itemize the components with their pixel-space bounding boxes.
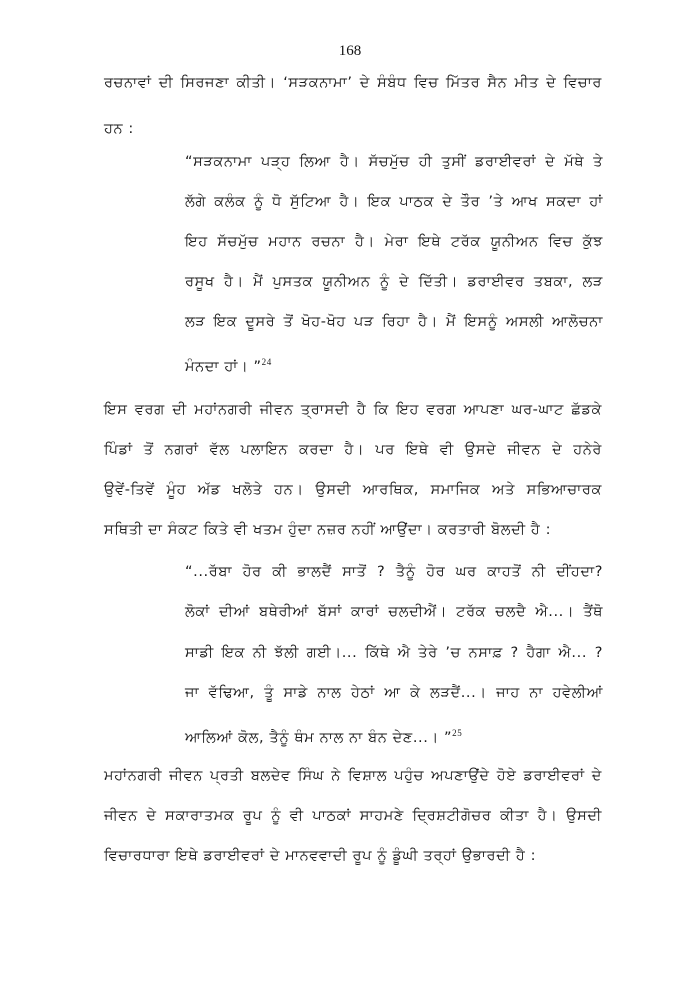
text-line: ਹਨ : <box>104 121 134 137</box>
quote-line: ਇਹ ਸੱਚਮੁੱਚ ਮਹਾਨ ਰਚਨਾ ਹੈ। ਮੇਰਾ ਇਥੇ ਟਰੱਕ ਯੂਨੀਅਨ ਵਿਚ ਕੁੱਝ <box>185 234 603 250</box>
quote-line: ਸਾਡੀ ਇਕ ਨੀ ਝੱਲੀ ਗਈ।... ਕਿੱਥੇ ਐ ਤੇਰੇ ’ਚ ਨਸਾਫ਼ ? ਹੈਗਾ ਐ... ? <box>185 645 603 661</box>
text-line: ਇਸ ਵਰਗ ਦੀ ਮਹਾਂਨਗਰੀ ਜੀਵਨ ਤ੍ਰਾਸਦੀ ਹੈ ਕਿ ਇਹ ਵਰਗ ਆਪਣਾ ਘਰ-ਘਾਟ ਛੱਡਕੇ <box>104 402 602 418</box>
text-line: ਰਚਨਾਵਾਂ ਦੀ ਸਿਰਜਣਾ ਕੀਤੀ। ‘ਸੜਕਨਾਮਾ’ ਦੇ ਸੰਬੰਧ ਵਿਚ ਮਿੱਤਰ ਸੈਨ ਮੀਤ ਦੇ ਵਿਚਾਰ <box>104 75 602 91</box>
text-line: ਜੀਵਨ ਦੇ ਸਕਾਰਾਤਮਕ ਰੂਪ ਨੂੰ ਵੀ ਪਾਠਕਾਂ ਸਾਹਮਣੇ ਦ੍ਰਿਸ਼ਟੀਗੋਚਰ ਕੀਤਾ ਹੈ। ਉਸਦੀ <box>104 808 602 824</box>
quote-line: ਲੜ ਇਕ ਦੂਸਰੇ ਤੋਂ ਖੋਹ-ਖੋਹ ਪੜ ਰਿਹਾ ਹੈ। ਮੈਂ ਇਸਨੂੰ ਅਸਲੀ ਆਲੋਚਨਾ <box>185 314 603 330</box>
quote-last-line <box>185 723 603 748</box>
quote-line: “ਸੜਕਨਾਮਾ ਪੜ੍ਹ ਲਿਆ ਹੈ। ਸੱਚਮੁੱਚ ਹੀ ਤੁਸੀਂ ਡਰਾਈਵਰਾਂ ਦੇ ਮੱਥੇ ਤੇ <box>185 154 603 170</box>
quote-line: ਲੱਗੇ ਕਲੰਕ ਨੂੰ ਧੋ ਸੁੱਟਿਆ ਹੈ। ਇਕ ਪਾਠਕ ਦੇ ਤੌਰ ’ਤੇ ਆਖ ਸਕਦਾ ਹਾਂ <box>185 194 603 210</box>
footnote-ref: 25 <box>452 728 463 738</box>
text-line: ਵਿਚਾਰਧਾਰਾ ਇਥੇ ਡਰਾਈਵਰਾਂ ਦੇ ਮਾਨਵਵਾਦੀ ਰੂਪ ਨੂੰ ਡੂੰਘੀ ਤਰ੍ਹਾਂ ਉਭਾਰਦੀ ਹੈ : <box>104 848 537 864</box>
text-line: ਪਿੰਡਾਂ ਤੋਂ ਨਗਰਾਂ ਵੱਲ ਪਲਾਇਨ ਕਰਦਾ ਹੈ। ਪਰ ਇਥੇ ਵੀ ਉਸਦੇ ਜੀਵਨ ਦੇ ਹਨੇਰੇ <box>104 442 602 458</box>
quote-line: “...ਰੱਬਾ ਹੋਰ ਕੀ ਭਾਲਦੈਂ ਸਾਤੋਂ ? ਤੈਨੂੰ ਹੋਰ ਘਰ ਕਾਹਤੋਂ ਨੀ ਦੀਂਹਦਾ? <box>185 564 603 580</box>
page-number: 168 <box>338 43 362 59</box>
quote-line: ਜਾ ਵੱਢਿਆ, ਤੂੰ ਸਾਡੇ ਨਾਲ ਹੇਠਾਂ ਆ ਕੇ ਲੜਦੈਂ...। ਜਾਹ ਨਾ ਹਵੇਲੀਆਂ <box>185 685 603 701</box>
quote-text: ਆਲਿਆਂ ਕੋਲ, ਤੈਨੂੰ ਥੰਮ ਨਾਲ ਨਾ ਬੰਨ ਦੇਣ...। ” <box>185 730 453 746</box>
quote-line: ਰਸੂਖ ਹੈ। ਮੈਂ ਪੁਸਤਕ ਯੂਨੀਅਨ ਨੂੰ ਦੇ ਦਿੱਤੀ। ਡਰਾਈਵਰ ਤਬਕਾ, ਲੜ <box>185 274 603 290</box>
text-line: ਉਵੇਂ-ਤਿਵੇਂ ਮੂੰਹ ਅੱਡ ਖਲੋਤੇ ਹਨ। ਉਸਦੀ ਆਰਥਿਕ, ਸਮਾਜਿਕ ਅਤੇ ਸਭਿਆਚਾਰਕ <box>104 482 602 498</box>
footnote-ref: 24 <box>261 357 272 367</box>
text-line: ਸਥਿਤੀ ਦਾ ਸੰਕਟ ਕਿਤੇ ਵੀ ਖਤਮ ਹੁੰਦਾ ਨਜ਼ਰ ਨਹੀਂ ਆਉਂਦਾ। ਕਰਤਾਰੀ ਬੋਲਦੀ ਹੈ : <box>104 522 552 538</box>
quote-last-line <box>185 352 603 377</box>
quote-line: ਲੋਕਾਂ ਦੀਆਂ ਬਥੇਰੀਆਂ ਬੱਸਾਂ ਕਾਰਾਂ ਚਲਦੀਐਂ। ਟਰੱਕ ਚਲਦੈ ਐ...। ਤੈਂਥੋ <box>185 604 603 620</box>
text-line: ਮਹਾਂਨਗਰੀ ਜੀਵਨ ਪ੍ਰਤੀ ਬਲਦੇਵ ਸਿੰਘ ਨੇ ਵਿਸ਼ਾਲ ਪਹੁੰਚ ਅਪਣਾਉਂਦੇ ਹੋਏ ਡਰਾਈਵਰਾਂ ਦੇ <box>104 768 602 784</box>
quote-text: ਮੰਨਦਾ ਹਾਂ। ” <box>185 359 262 375</box>
